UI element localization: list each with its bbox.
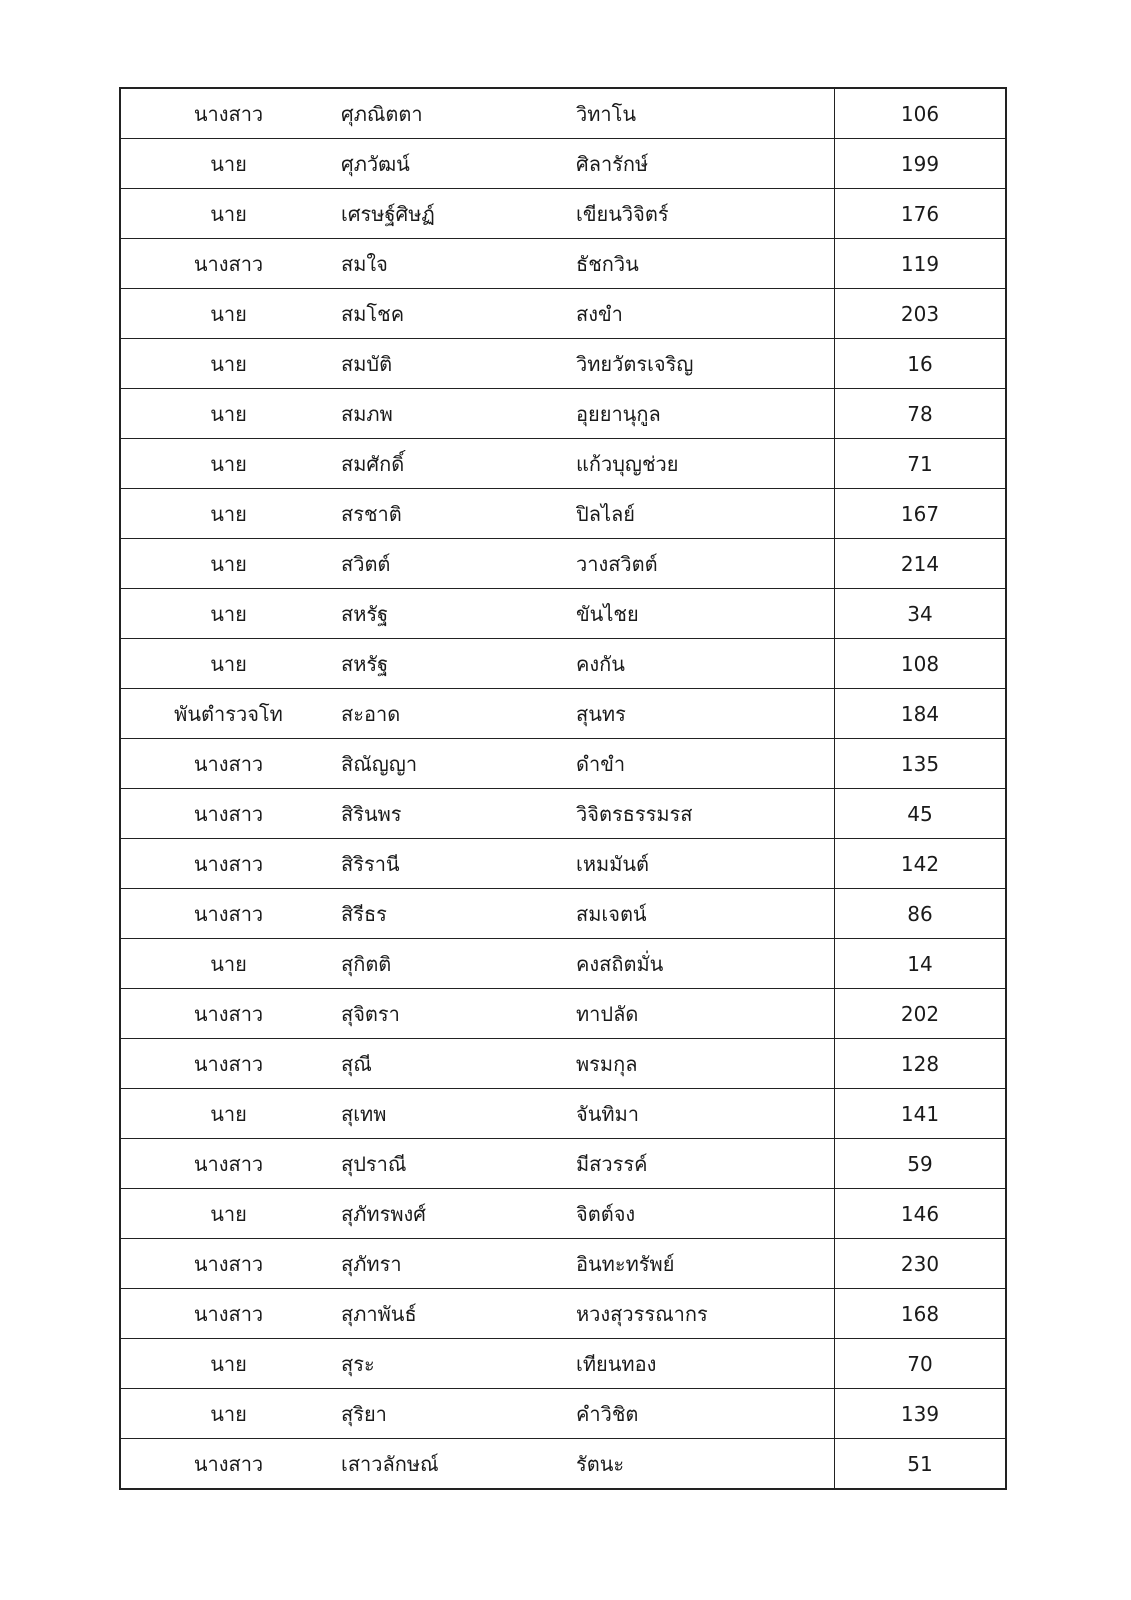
number-cell: 59 [835, 1139, 1007, 1189]
last-name-cell: แก้วบุญช่วย [576, 439, 835, 489]
number-cell: 16 [835, 339, 1007, 389]
title-cell: นาย [120, 339, 336, 389]
number-cell: 199 [835, 139, 1007, 189]
last-name-cell: ขันไชย [576, 589, 835, 639]
number-cell: 34 [835, 589, 1007, 639]
number-cell: 230 [835, 1239, 1007, 1289]
number-cell: 214 [835, 539, 1007, 589]
first-name-cell: สิรีธร [336, 889, 576, 939]
table-row [120, 839, 1006, 889]
number-cell: 146 [835, 1189, 1007, 1239]
table-row [120, 739, 1006, 789]
table-row [120, 1339, 1006, 1389]
number-cell: 45 [835, 789, 1007, 839]
table-body [120, 88, 1006, 1489]
title-cell: นาย [120, 939, 336, 989]
first-name-cell: สมใจ [336, 239, 576, 289]
number-cell: 51 [835, 1439, 1007, 1490]
last-name-cell: เทียนทอง [576, 1339, 835, 1389]
number-cell: 176 [835, 189, 1007, 239]
title-cell: นาย [120, 139, 336, 189]
number-cell: 70 [835, 1339, 1007, 1389]
table-row [120, 789, 1006, 839]
first-name-cell: สุริยา [336, 1389, 576, 1439]
first-name-cell: สุภัทรา [336, 1239, 576, 1289]
number-cell: 202 [835, 989, 1007, 1039]
table-row [120, 289, 1006, 339]
title-cell: นาย [120, 189, 336, 239]
first-name-cell: สุระ [336, 1339, 576, 1389]
table-row [120, 189, 1006, 239]
first-name-cell: สุณี [336, 1039, 576, 1089]
table-row [120, 1239, 1006, 1289]
title-cell: นางสาว [120, 1289, 336, 1339]
table-row [120, 1389, 1006, 1439]
last-name-cell: ปิลไลย์ [576, 489, 835, 539]
table-row [120, 1289, 1006, 1339]
table-row [120, 1039, 1006, 1089]
last-name-cell: อุยยานุกูล [576, 389, 835, 439]
last-name-cell: มีสวรรค์ [576, 1139, 835, 1189]
title-cell: นาย [120, 1339, 336, 1389]
first-name-cell: สุภาพันธ์ [336, 1289, 576, 1339]
table-row [120, 239, 1006, 289]
last-name-cell: วิจิตรธรรมรส [576, 789, 835, 839]
title-cell: นาย [120, 1389, 336, 1439]
title-cell: นาย [120, 439, 336, 489]
number-cell: 203 [835, 289, 1007, 339]
first-name-cell: สหรัฐ [336, 589, 576, 639]
number-cell: 86 [835, 889, 1007, 939]
table-row [120, 139, 1006, 189]
number-cell: 14 [835, 939, 1007, 989]
last-name-cell: วางสวิตต์ [576, 539, 835, 589]
first-name-cell: สะอาด [336, 689, 576, 739]
title-cell: นาย [120, 489, 336, 539]
number-cell: 78 [835, 389, 1007, 439]
number-cell: 168 [835, 1289, 1007, 1339]
title-cell: นางสาว [120, 989, 336, 1039]
last-name-cell: ศิลารักษ์ [576, 139, 835, 189]
last-name-cell: สงขำ [576, 289, 835, 339]
title-cell: นาย [120, 289, 336, 339]
first-name-cell: เสาวลักษณ์ [336, 1439, 576, 1490]
title-cell: นางสาว [120, 239, 336, 289]
first-name-cell: สรชาติ [336, 489, 576, 539]
last-name-cell: คำวิชิต [576, 1389, 835, 1439]
title-cell: นางสาว [120, 1139, 336, 1189]
number-cell: 142 [835, 839, 1007, 889]
title-cell: นาย [120, 639, 336, 689]
number-cell: 128 [835, 1039, 1007, 1089]
first-name-cell: สุกิตติ [336, 939, 576, 989]
title-cell: นางสาว [120, 1439, 336, 1490]
first-name-cell: สุปราณี [336, 1139, 576, 1189]
title-cell: พันตำรวจโท [120, 689, 336, 739]
number-cell: 71 [835, 439, 1007, 489]
first-name-cell: สุภัทรพงศ์ [336, 1189, 576, 1239]
table-row [120, 1189, 1006, 1239]
title-cell: นาย [120, 589, 336, 639]
last-name-cell: อินทะทรัพย์ [576, 1239, 835, 1289]
last-name-cell: ธัชกวิน [576, 239, 835, 289]
number-cell: 119 [835, 239, 1007, 289]
first-name-cell: สหรัฐ [336, 639, 576, 689]
first-name-cell: เศรษฐ์ศิษฏ์ [336, 189, 576, 239]
first-name-cell: ศุภวัฒน์ [336, 139, 576, 189]
number-cell: 135 [835, 739, 1007, 789]
last-name-cell: คงสถิตมั่น [576, 939, 835, 989]
first-name-cell: สวิตต์ [336, 539, 576, 589]
table-row [120, 589, 1006, 639]
number-cell: 184 [835, 689, 1007, 739]
number-cell: 167 [835, 489, 1007, 539]
last-name-cell: หวงสุวรรณากร [576, 1289, 835, 1339]
first-name-cell: สมบัติ [336, 339, 576, 389]
first-name-cell: สิริรานี [336, 839, 576, 889]
table-row [120, 1089, 1006, 1139]
first-name-cell: สมโชค [336, 289, 576, 339]
last-name-cell: สุนทร [576, 689, 835, 739]
title-cell: นาย [120, 1089, 336, 1139]
number-cell: 139 [835, 1389, 1007, 1439]
title-cell: นางสาว [120, 1239, 336, 1289]
table-row [120, 1139, 1006, 1189]
first-name-cell: สุจิตรา [336, 989, 576, 1039]
table-row [120, 539, 1006, 589]
last-name-cell: สมเจตน์ [576, 889, 835, 939]
number-cell: 141 [835, 1089, 1007, 1139]
first-name-cell: สิณัญญา [336, 739, 576, 789]
title-cell: นางสาว [120, 839, 336, 889]
table-row [120, 689, 1006, 739]
table-row [120, 989, 1006, 1039]
table-row [120, 88, 1006, 139]
last-name-cell: วิทาโน [576, 88, 835, 139]
last-name-cell: ทาปลัด [576, 989, 835, 1039]
table-row [120, 639, 1006, 689]
last-name-cell: ดำขำ [576, 739, 835, 789]
title-cell: นางสาว [120, 789, 336, 839]
table-row [120, 339, 1006, 389]
last-name-cell: วิทยวัตรเจริญ [576, 339, 835, 389]
table-row [120, 389, 1006, 439]
last-name-cell: จันทิมา [576, 1089, 835, 1139]
title-cell: นางสาว [120, 1039, 336, 1089]
table-row [120, 939, 1006, 989]
table-row [120, 439, 1006, 489]
last-name-cell: พรมกุล [576, 1039, 835, 1089]
first-name-cell: สมศักดิ์ [336, 439, 576, 489]
last-name-cell: รัตนะ [576, 1439, 835, 1490]
number-cell: 108 [835, 639, 1007, 689]
title-cell: นาย [120, 539, 336, 589]
title-cell: นางสาว [120, 739, 336, 789]
first-name-cell: ศุภณิตตา [336, 88, 576, 139]
first-name-cell: สิรินพร [336, 789, 576, 839]
name-list-table [119, 87, 1007, 1490]
table-row [120, 889, 1006, 939]
first-name-cell: สุเทพ [336, 1089, 576, 1139]
title-cell: นางสาว [120, 88, 336, 139]
last-name-cell: เขียนวิจิตร์ [576, 189, 835, 239]
first-name-cell: สมภพ [336, 389, 576, 439]
title-cell: นางสาว [120, 889, 336, 939]
number-cell: 106 [835, 88, 1007, 139]
table-row [120, 1439, 1006, 1490]
title-cell: นาย [120, 1189, 336, 1239]
table-row [120, 489, 1006, 539]
last-name-cell: เหมมันต์ [576, 839, 835, 889]
last-name-cell: จิตต์จง [576, 1189, 835, 1239]
title-cell: นาย [120, 389, 336, 439]
last-name-cell: คงกัน [576, 639, 835, 689]
